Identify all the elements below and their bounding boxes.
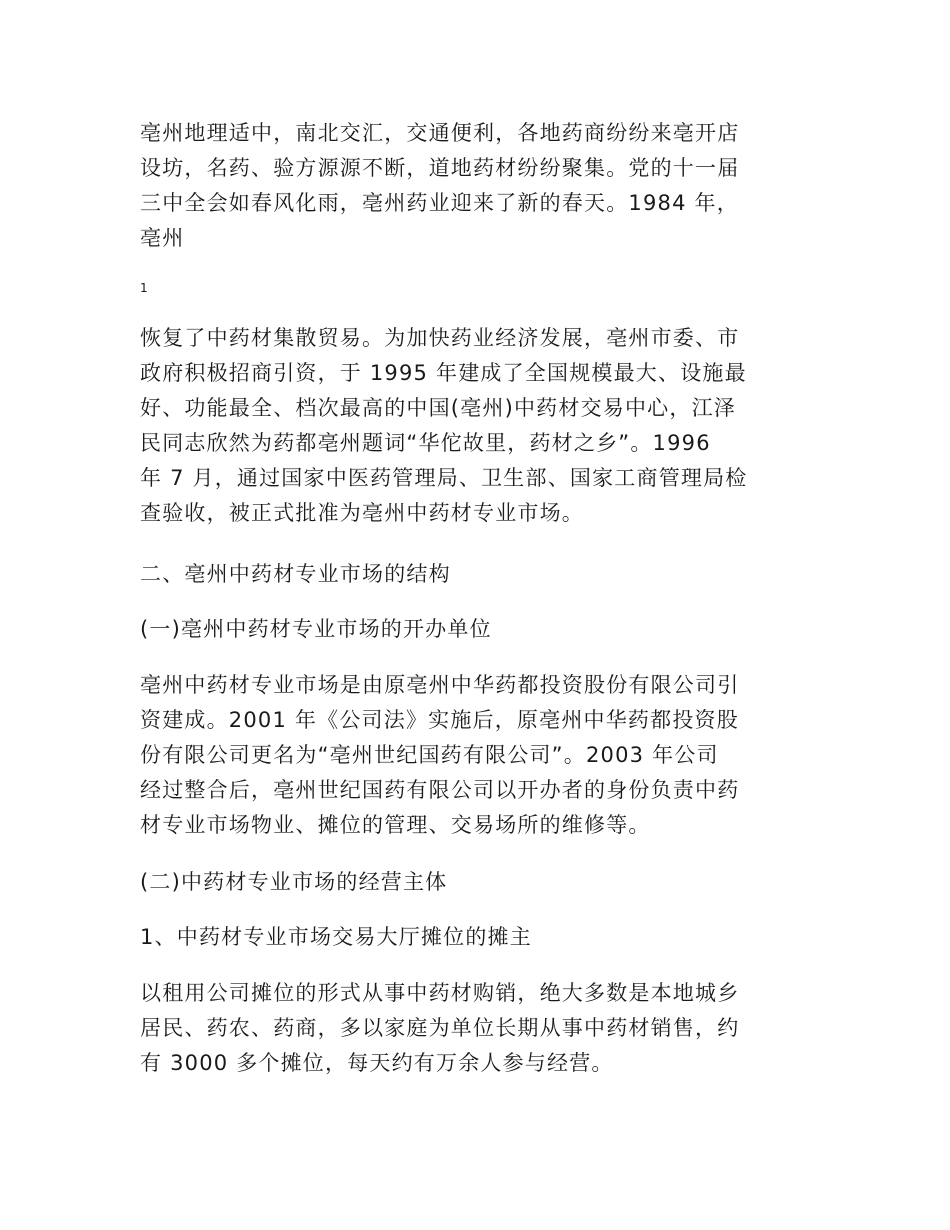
text-line: 查验收，被正式批准为亳州中药材专业市场。 [140,501,584,525]
text-line: 经过整合后，亳州世纪国药有限公司以开办者的身份负责中药 [140,778,740,802]
text-line: 政府积极招商引资，于 1995 年建成了全国规模最大、设施最 [140,361,747,385]
page-number: 1 [140,281,148,295]
subsection-heading: (一)亳州中药材专业市场的开办单位 [140,617,492,641]
text-line: 设坊，名药、验方源源不断，道地药材纷纷聚集。党的十一届 [140,156,740,180]
text-line: 有 3000 多个摊位，每天约有万余人参与经营。 [140,1051,614,1075]
subsection-heading: (二)中药材专业市场的经营主体 [140,870,448,894]
paragraph-3 [140,668,805,843]
text-line: 亳州地理适中，南北交汇，交通便利，各地药商纷纷来亳开店 [140,121,740,145]
text-line: 份有限公司更名为“亳州世纪国药有限公司”。2003 年公司 [140,743,719,767]
text-line: 恢复了中药材集散贸易。为加快药业经济发展，亳州市委、市 [140,326,740,350]
text-line: 民同志欣然为药都亳州题词“华佗故里，药材之乡”。1996 [140,431,711,455]
paragraph-4 [140,976,805,1081]
text-line: 以租用公司摊位的形式从事中药材购销，绝大多数是本地城乡 [140,981,740,1005]
text-line: 年 7 月，通过国家中医药管理局、卫生部、国家工商管理局检 [140,466,748,490]
text-line: 三中全会如春风化雨，亳州药业迎来了新的春天。1984 年， [140,191,739,215]
text-line: 亳州 [140,226,185,250]
section-heading: 二、亳州中药材专业市场的结构 [140,562,451,586]
item-heading: 1、中药材专业市场交易大厅摊位的摊主 [140,925,532,949]
paragraph-1 [140,116,805,256]
text-line: 好、功能最全、档次最高的中国(亳州)中药材交易中心，江泽 [140,396,736,420]
text-line: 居民、药农、药商，多以家庭为单位长期从事中药材销售，约 [140,1016,740,1040]
text-line: 资建成。2001 年《公司法》实施后，原亳州中华药都投资股 [140,708,739,732]
text-line: 亳州中药材专业市场是由原亳州中华药都投资股份有限公司引 [140,673,740,697]
paragraph-2 [140,321,805,531]
text-line: 材专业市场物业、摊位的管理、交易场所的维修等。 [140,813,651,837]
